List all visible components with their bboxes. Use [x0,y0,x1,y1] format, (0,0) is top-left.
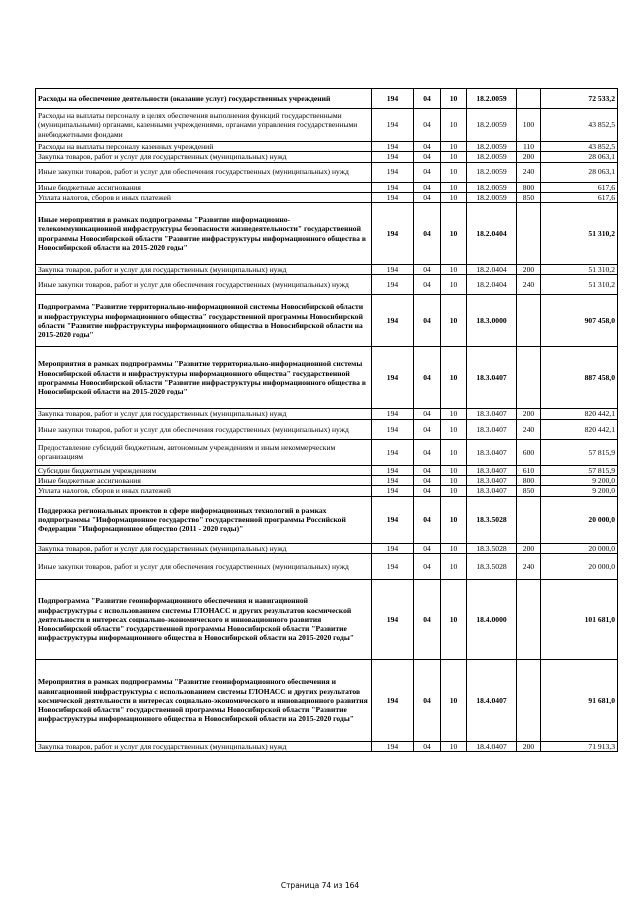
row-name: Расходы на обеспечение деятельности (оказание услуг) государственных учреждений [36,89,372,109]
ved-code: 194 [372,192,414,202]
ved-code: 194 [372,543,414,553]
expense-type-code: 240 [517,275,541,295]
amount: 9 200,0 [541,476,618,486]
subsection-code: 10 [441,465,467,475]
ved-code: 194 [372,496,414,543]
table-row [36,409,618,419]
expense-type-code [517,659,541,741]
section-code: 04 [414,295,441,347]
ved-code: 194 [372,659,414,741]
amount: 617,6 [541,182,618,192]
table-row [36,486,618,496]
table-row [36,476,618,486]
ved-code: 194 [372,295,414,347]
expense-type-code: 240 [517,553,541,579]
section-code: 04 [414,162,441,182]
amount: 907 458,0 [541,295,618,347]
target-article-code: 18.3.5028 [467,553,517,579]
target-article-code: 18.4.0407 [467,741,517,751]
table-row [36,553,618,579]
amount: 887 458,0 [541,347,618,409]
table-row [36,439,618,465]
expense-type-code [517,203,541,265]
page-number: Страница 74 из 164 [280,881,360,890]
section-code: 04 [414,543,441,553]
table-row [36,496,618,543]
row-name: Иные закупки товаров, работ и услуг для обеспечения государственных (муниципальных) нужд [36,419,372,439]
table-row [36,265,618,275]
subsection-code: 10 [441,109,467,142]
expense-type-code: 600 [517,439,541,465]
amount: 101 681,0 [541,579,618,659]
row-name: Субсидии бюджетным учреждениям [36,465,372,475]
subsection-code: 10 [441,496,467,543]
subsection-code: 10 [441,152,467,162]
table-row [36,579,618,659]
expense-type-code [517,295,541,347]
section-code: 04 [414,203,441,265]
subsection-code: 10 [441,659,467,741]
row-name: Закупка товаров, работ и услуг для государственных (муниципальных) нужд [36,543,372,553]
section-code: 04 [414,659,441,741]
section-code: 04 [414,347,441,409]
row-name: Закупка товаров, работ и услуг для государственных (муниципальных) нужд [36,409,372,419]
table-row [36,182,618,192]
row-name: Расходы на выплаты персоналу в целях обеспечения выполнения функций государственными (муниципальными) органами, казенными учреждениями, органами управления государственными внебюджетными фондами [36,109,372,142]
table-row [36,162,618,182]
section-code: 04 [414,109,441,142]
section-code: 04 [414,465,441,475]
amount: 91 681,0 [541,659,618,741]
subsection-code: 10 [441,543,467,553]
amount: 20 000,0 [541,543,618,553]
expense-type-code [517,347,541,409]
target-article-code: 18.3.0407 [467,347,517,409]
section-code: 04 [414,265,441,275]
row-name: Иные закупки товаров, работ и услуг для обеспечения государственных (муниципальных) нужд [36,553,372,579]
ved-code: 194 [372,347,414,409]
ved-code: 194 [372,553,414,579]
table-row [36,465,618,475]
target-article-code: 18.3.5028 [467,543,517,553]
ved-code: 194 [372,265,414,275]
row-name: Закупка товаров, работ и услуг для государственных (муниципальных) нужд [36,265,372,275]
amount: 820 442,1 [541,419,618,439]
row-name: Расходы на выплаты персоналу казенных учреждений [36,142,372,152]
row-name: Иные закупки товаров, работ и услуг для обеспечения государственных (муниципальных) нужд [36,275,372,295]
subsection-code: 10 [441,192,467,202]
amount: 20 000,0 [541,553,618,579]
ved-code: 194 [372,419,414,439]
section-code: 04 [414,275,441,295]
expense-type-code: 240 [517,162,541,182]
amount: 43 852,5 [541,142,618,152]
subsection-code: 10 [441,142,467,152]
subsection-code: 10 [441,553,467,579]
target-article-code: 18.3.0407 [467,409,517,419]
amount: 28 063,1 [541,162,618,182]
ved-code: 194 [372,275,414,295]
amount: 820 442,1 [541,409,618,419]
ved-code: 194 [372,162,414,182]
table-row [36,741,618,751]
amount: 51 310,2 [541,275,618,295]
table-row [36,203,618,265]
ved-code: 194 [372,476,414,486]
section-code: 04 [414,152,441,162]
ved-code: 194 [372,741,414,751]
budget-table-container [35,88,617,752]
section-code: 04 [414,741,441,751]
target-article-code: 18.2.0059 [467,109,517,142]
expense-type-code: 110 [517,142,541,152]
section-code: 04 [414,419,441,439]
target-article-code: 18.3.0000 [467,295,517,347]
subsection-code: 10 [441,476,467,486]
target-article-code: 18.3.0407 [467,465,517,475]
table-row [36,419,618,439]
row-name: Поддержка региональных проектов в сфере информационных технологий в рамках подпрограммы "Информационное государство" государственной программы Российской Федерации "Информационное общество (2011 - 2020 годы)" [36,496,372,543]
amount: 28 063,1 [541,152,618,162]
row-name: Закупка товаров, работ и услуг для государственных (муниципальных) нужд [36,152,372,162]
section-code: 04 [414,486,441,496]
amount: 57 815,9 [541,439,618,465]
expense-type-code: 100 [517,109,541,142]
row-name: Иные бюджетные ассигнования [36,476,372,486]
table-row [36,142,618,152]
section-code: 04 [414,182,441,192]
row-name: Иные бюджетные ассигнования [36,182,372,192]
row-name: Закупка товаров, работ и услуг для государственных (муниципальных) нужд [36,741,372,751]
amount: 51 310,2 [541,203,618,265]
row-name: Иные мероприятия в рамках подпрограммы "Развитие информационно-телекоммуникационной инфраструктуры безопасности жизнедеятельности" государственной программы Новосибирской области "Развитие инфраструктуры информационного общества в Новосибирской области на 2015-2020 годы" [36,203,372,265]
expense-type-code: 850 [517,486,541,496]
ved-code: 194 [372,409,414,419]
row-name: Подпрограмма "Развитие территориально-информационной системы Новосибирской области и инфраструктуры информационного общества" государственной программы Новосибирской области "Развитие инфраструктуры информационного общества в Новосибирской области на 2015-2020 годы" [36,295,372,347]
target-article-code: 18.2.0059 [467,89,517,109]
subsection-code: 10 [441,486,467,496]
target-article-code: 18.4.0000 [467,579,517,659]
expense-type-code: 200 [517,409,541,419]
target-article-code: 18.2.0404 [467,203,517,265]
target-article-code: 18.3.0407 [467,439,517,465]
row-name: Уплата налогов, сборов и иных платежей [36,192,372,202]
section-code: 04 [414,409,441,419]
budget-table [35,88,618,752]
ved-code: 194 [372,152,414,162]
row-name: Иные закупки товаров, работ и услуг для обеспечения государственных (муниципальных) нужд [36,162,372,182]
subsection-code: 10 [441,295,467,347]
subsection-code: 10 [441,265,467,275]
subsection-code: 10 [441,162,467,182]
ved-code: 194 [372,182,414,192]
table-row [36,543,618,553]
subsection-code: 10 [441,89,467,109]
amount: 51 310,2 [541,265,618,275]
section-code: 04 [414,553,441,579]
target-article-code: 18.2.0059 [467,142,517,152]
subsection-code: 10 [441,275,467,295]
target-article-code: 18.2.0059 [467,152,517,162]
row-name: Уплата налогов, сборов и иных платежей [36,486,372,496]
table-row [36,152,618,162]
amount: 71 913,3 [541,741,618,751]
target-article-code: 18.3.5028 [467,496,517,543]
section-code: 04 [414,192,441,202]
expense-type-code: 200 [517,741,541,751]
expense-type-code: 200 [517,265,541,275]
subsection-code: 10 [441,419,467,439]
expense-type-code: 850 [517,192,541,202]
expense-type-code: 200 [517,543,541,553]
ved-code: 194 [372,486,414,496]
amount: 617,6 [541,192,618,202]
ved-code: 194 [372,109,414,142]
amount: 57 815,9 [541,465,618,475]
subsection-code: 10 [441,203,467,265]
expense-type-code: 200 [517,152,541,162]
expense-type-code [517,579,541,659]
expense-type-code: 610 [517,465,541,475]
expense-type-code: 800 [517,476,541,486]
table-row [36,192,618,202]
section-code: 04 [414,476,441,486]
target-article-code: 18.3.0407 [467,419,517,439]
table-row [36,109,618,142]
amount: 72 533,2 [541,89,618,109]
ved-code: 194 [372,439,414,465]
subsection-code: 10 [441,741,467,751]
target-article-code: 18.2.0059 [467,192,517,202]
ved-code: 194 [372,203,414,265]
subsection-code: 10 [441,439,467,465]
expense-type-code: 800 [517,182,541,192]
target-article-code: 18.2.0404 [467,265,517,275]
section-code: 04 [414,579,441,659]
table-row [36,275,618,295]
target-article-code: 18.4.0407 [467,659,517,741]
ved-code: 194 [372,465,414,475]
section-code: 04 [414,142,441,152]
subsection-code: 10 [441,579,467,659]
target-article-code: 18.2.0404 [467,275,517,295]
target-article-code: 18.3.0407 [467,486,517,496]
section-code: 04 [414,496,441,543]
target-article-code: 18.3.0407 [467,476,517,486]
subsection-code: 10 [441,409,467,419]
subsection-code: 10 [441,347,467,409]
ved-code: 194 [372,89,414,109]
section-code: 04 [414,89,441,109]
amount: 9 200,0 [541,486,618,496]
target-article-code: 18.2.0059 [467,182,517,192]
ved-code: 194 [372,142,414,152]
subsection-code: 10 [441,182,467,192]
expense-type-code [517,496,541,543]
target-article-code: 18.2.0059 [467,162,517,182]
ved-code: 194 [372,579,414,659]
row-name: Предоставление субсидий бюджетным, автономным учреждениям и иным некоммерческим организациям [36,439,372,465]
expense-type-code: 240 [517,419,541,439]
row-name: Мероприятия в рамках подпрограммы "Развитие геоинформационного обеспечения и навигационной инфраструктуры с использованием системы ГЛОНАСС и других результатов космической деятельности в интересах социально-экономического и инновационного развития Новосибирской области" государственной программы Новосибирской области "Развитие инфраструктуры информационного общества в Новосибирской области на 2015-2020 годы" [36,659,372,741]
table-row [36,89,618,109]
expense-type-code [517,89,541,109]
amount: 43 852,5 [541,109,618,142]
table-row [36,347,618,409]
row-name: Мероприятия в рамках подпрограммы "Развитие территориально-информационной системы Новосибирской области и инфраструктуры информационного общества" государственной программы Новосибирской области "Развитие инфраструктуры информационного общества в Новосибирской области на 2015-2020 годы" [36,347,372,409]
table-row [36,659,618,741]
section-code: 04 [414,439,441,465]
amount: 20 000,0 [541,496,618,543]
row-name: Подпрограмма "Развитие геоинформационного обеспечения и навигационной инфраструктуры с использованием системы ГЛОНАСС и других результатов космической деятельности в интересах социально-экономического и инновационного развития Новосибирской области" государственной программы Новосибирской области "Развитие инфраструктуры информационного общества в Новосибирской области на 2015-2020 годы" [36,579,372,659]
table-row [36,295,618,347]
